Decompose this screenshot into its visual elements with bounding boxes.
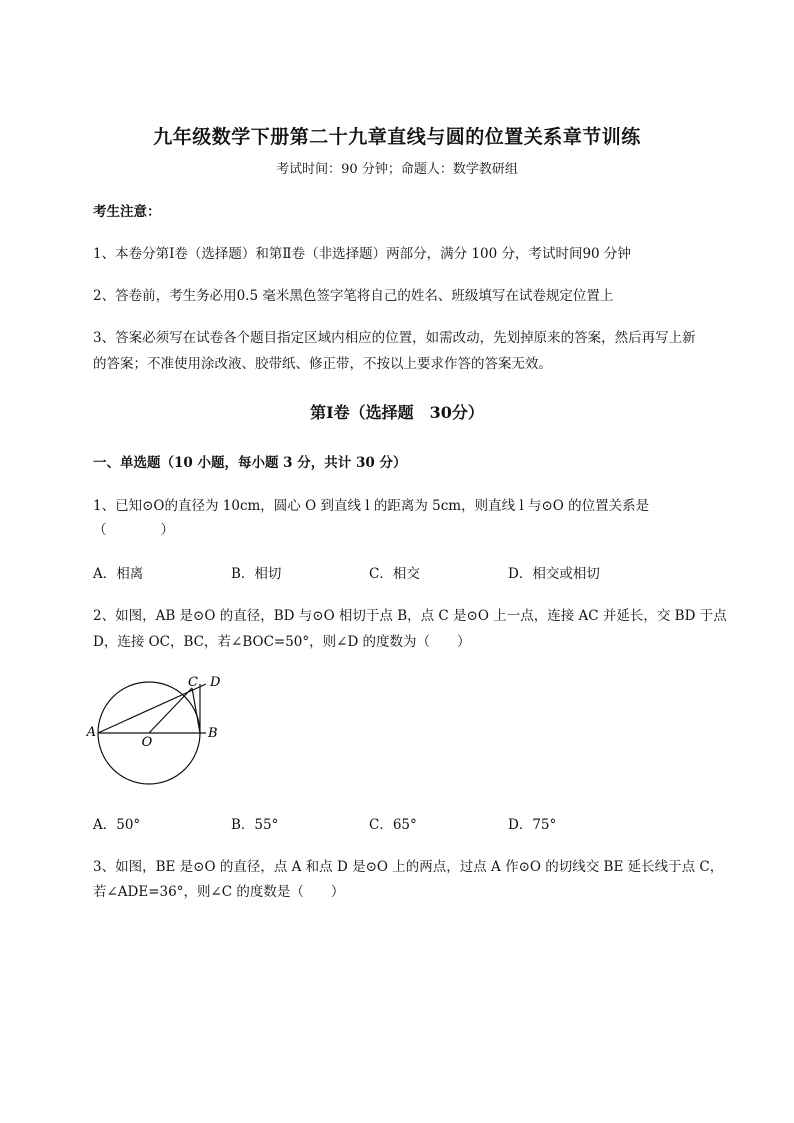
notice-item-1: 1、本卷分第Ⅰ卷（选择题）和第Ⅱ卷（非选择题）两部分，满分 100 分，考试时间90 分钟: [93, 246, 631, 262]
question-1-options: [93, 562, 713, 582]
part-heading: 一、单选题（10 小题，每小题 3 分，共计 30 分）: [93, 455, 407, 471]
option-c[interactable]: C．65°: [369, 817, 417, 833]
question-3-line-2: 若∠ADE=36°，则∠C 的度数是（ ）: [93, 884, 345, 900]
line-ad: [98, 684, 206, 733]
label-b: B: [208, 726, 218, 741]
section-title: 第Ⅰ卷（选择题 30分）: [310, 403, 484, 422]
notice-item-3: 3、答案必须写在试卷各个题目指定区域内相应的位置，如需改动，先划掉原来的答案，然后再写上新: [93, 330, 696, 346]
exam-title: 九年级数学下册第二十九章直线与圆的位置关系章节训练: [153, 126, 641, 148]
question-2-line-2: D，连接 OC，BC，若∠BOC=50°，则∠D 的度数为（ ）: [93, 634, 471, 650]
label-a: A: [86, 725, 96, 740]
option-b[interactable]: B．55°: [231, 817, 279, 833]
segment-oc: [149, 688, 192, 733]
option-d[interactable]: D．75°: [508, 817, 557, 833]
label-o: O: [141, 735, 153, 750]
question-1-line-2: （ ）: [93, 522, 174, 538]
question-2-figure: [86, 668, 230, 790]
segment-bc: [192, 688, 200, 733]
option-d[interactable]: D．相交或相切: [508, 566, 600, 582]
question-3-line-1: 3、如图，BE 是⊙O 的直径，点 A 和点 D 是⊙O 上的两点，过点 A 作⊙O 的切线交 BE 延长线于点 C，: [93, 859, 724, 875]
option-a[interactable]: A．相离: [93, 566, 144, 582]
question-2-line-1: 2、如图，AB 是⊙O 的直径，BD 与⊙O 相切于点 B，点 C 是⊙O 上一点，连接 AC 并延长，交 BD 于点: [93, 608, 727, 624]
question-1-line-1: 1、已知⊙O的直径为 10cm，圆心 O 到直线 l 的距离为 5cm，则直线 l 与⊙O 的位置关系是: [93, 498, 650, 514]
notice-heading: 考生注意：: [93, 204, 161, 220]
notice-item-3-cont: 的答案；不准使用涂改液、胶带纸、修正带，不按以上要求作答的答案无效。: [93, 356, 552, 372]
notice-item-2: 2、答卷前，考生务必用0.5 毫米黑色签字笔将自己的姓名、班级填写在试卷规定位置上: [93, 288, 614, 304]
option-c[interactable]: C．相交: [369, 566, 420, 582]
label-c: C: [188, 675, 198, 690]
option-a[interactable]: A．50°: [93, 817, 141, 833]
option-b[interactable]: B．相切: [231, 566, 282, 582]
exam-subtitle: 考试时间：90 分钟；命题人：数学教研组: [276, 162, 518, 177]
question-2-options: [93, 813, 713, 833]
label-d: D: [210, 675, 221, 690]
